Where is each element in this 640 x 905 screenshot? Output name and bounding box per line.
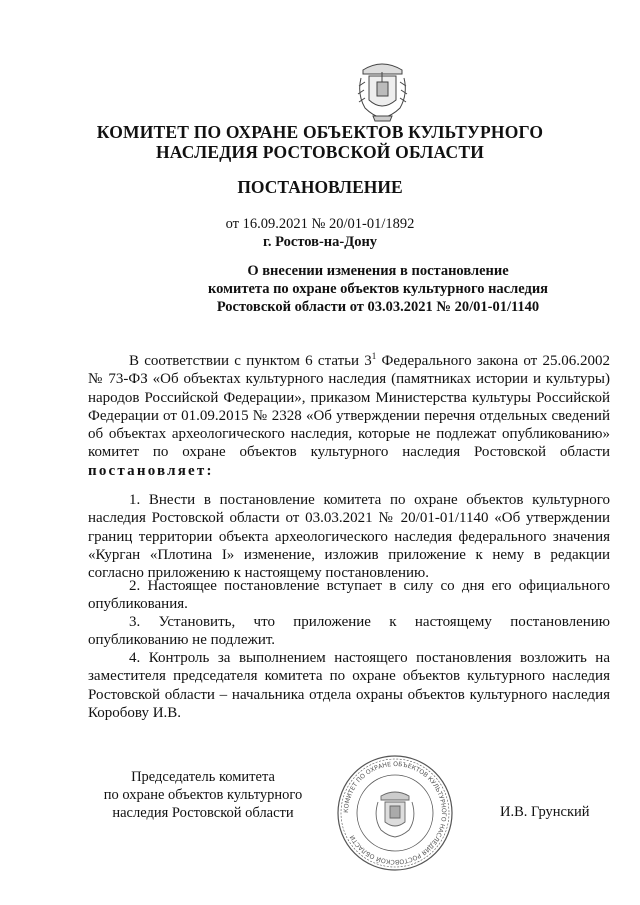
date-number: от 16.09.2021 № 20/01-01/1892 xyxy=(225,216,415,232)
item-2 xyxy=(88,577,610,614)
subject-line-3: Ростовской области от 03.03.2021 № 20/01-01/1140 xyxy=(216,299,540,315)
city: г. Ростов-на-Дону xyxy=(262,234,378,250)
position-line-1: Председатель комитета xyxy=(131,769,275,785)
item-4 xyxy=(88,649,610,722)
coat-of-arms-icon xyxy=(355,60,410,122)
item-3 xyxy=(88,613,610,650)
committee-line-1: КОМИТЕТ ПО ОХРАНЕ ОБЪЕКТОВ КУЛЬТУРНОГО xyxy=(96,122,544,142)
preamble-text-a: В соответствии с пунктом 6 статьи 3 xyxy=(129,353,372,369)
signatory-position xyxy=(88,768,318,822)
document-subject xyxy=(180,262,576,316)
item-2-text: 2. Настоящее постановление вступает в силу со дня его официального опубликования. xyxy=(88,578,610,613)
document-type: ПОСТАНОВЛЕНИЕ xyxy=(237,177,403,197)
position-line-2: по охране объектов культурного xyxy=(103,787,303,803)
preamble-sup: 1 xyxy=(371,351,377,361)
committee-line-2: НАСЛЕДИЯ РОСТОВСКОЙ ОБЛАСТИ xyxy=(155,142,485,162)
item-4-text: 4. Контроль за выполнением настоящего постановления возложить на заместителя председателя комитета по охране объектов культурного наследия Ростовской области – начальника отдела охраны объектов культурного наследия Коробову И.В. xyxy=(88,650,610,721)
committee-name xyxy=(0,122,640,162)
subject-line-2: комитета по охране объектов культурного наследия xyxy=(207,281,549,297)
item-3-text: 3. Установить, что приложение к настоящему постановлению опубликованию не подлежит. xyxy=(88,614,610,649)
position-line-3: наследия Ростовской области xyxy=(112,805,294,821)
item-1 xyxy=(88,491,610,582)
preamble-text-b: Федерального закона от 25.06.2002 № 73-ФЗ «Об объектах культурного наследия (памятниках истории и культуры) народов Российской Федерации», приказом Министерства культуры Российской Федерации от 01.09.2015 № 2328 «Об утверждении перечня отдельных сведений об объектах археологического наследия, которые не подлежат опубликованию» комитет по охране объектов культурного наследия Ростовской области xyxy=(88,353,610,461)
item-1-text: 1. Внести в постановление комитета по охране объектов культурного наследия Ростовской области от 03.03.2021 № 20/01-01/1140 «Об утверждении границ территории объекта археологического наследия федерального значения «Курган «Плотина I» изменение, изложив приложение к нему в редакции согласно приложению к настоящему постановлению. xyxy=(88,492,610,582)
signatory-name: И.В. Грунский xyxy=(500,804,590,820)
subject-line-1: О внесении изменения в постановление xyxy=(247,263,509,279)
preamble-paragraph xyxy=(88,352,610,480)
official-seal-icon xyxy=(335,738,455,888)
decree-word: постановляет: xyxy=(88,462,214,479)
seal-text: КОМИТЕТ ПО ОХРАНЕ ОБЪЕКТОВ КУЛЬТУРНОГО НАСЛЕДИЯ РОСТОВСКОЙ ОБЛАСТИ xyxy=(342,760,448,866)
